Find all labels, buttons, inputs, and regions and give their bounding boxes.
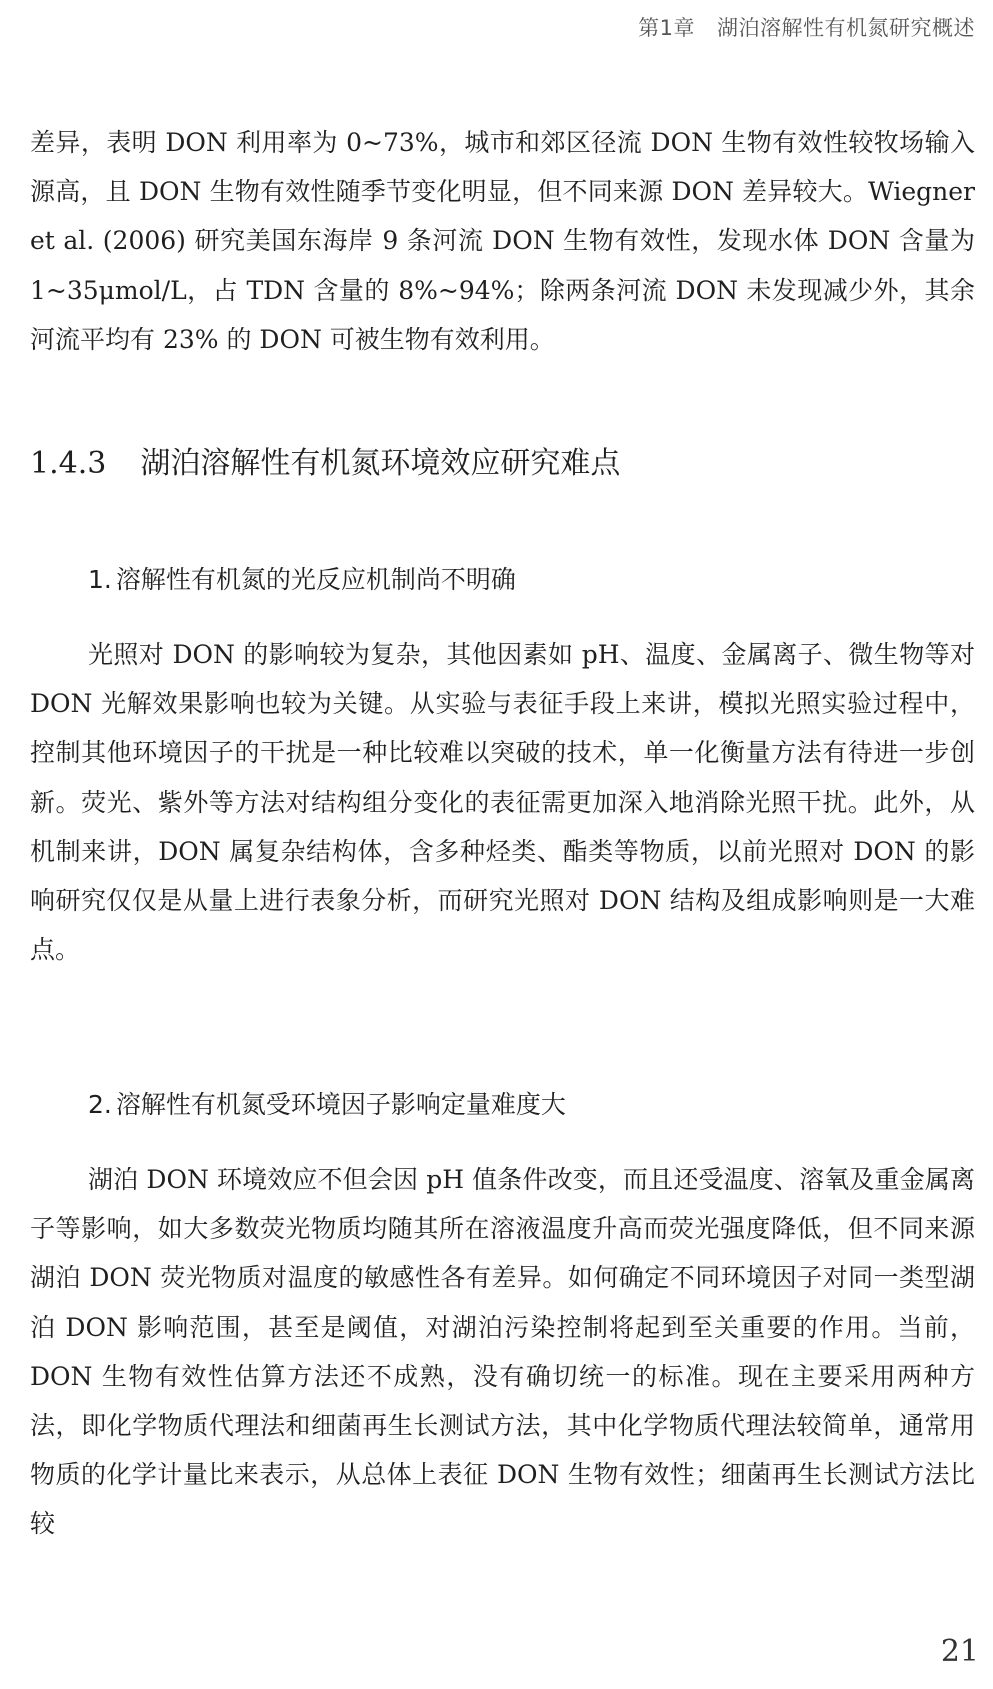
subsection-title-1: 溶解性有机氮的光反应机制尚不明确 — [115, 565, 516, 594]
section-title: 湖泊溶解性有机氮环境效应研究难点 — [140, 446, 621, 481]
subsection-heading-2 — [88, 1085, 566, 1121]
section-heading — [30, 438, 620, 482]
paragraph-light-reaction: 光照对 DON 的影响较为复杂，其他因素如 pH、温度、金属离子、微生物等对 DON 光解效果影响也较为关键。从实验与表征手段上来讲，模拟光照实验过程中，控制其他环境因子的干扰是一种比较难以突破的技术，单一化衡量方法有待进一步创新。荧光、紫外等方法对结构组分变化的表征需更加深入地消除光照干扰。此外，从机制来讲，DON 属复杂结构体，含多种烃类、酯类等物质，以前光照对 DON 的影响研究仅仅是从量上进行表象分析，而研究光照对 DON 结构及组成影响则是一大难点。 — [30, 640, 975, 965]
paragraph-continued: 差异，表明 DON 利用率为 0~73%，城市和郊区径流 DON 生物有效性较牧场输入源高，且 DON 生物有效性随季节变化明显，但不同来源 DON 差异较大。Wiegner et al. (2006) 研究美国东海岸 9 条河流 DON 生物有效性，发现水体 DON 含量为 1~35μmol/L，占 TDN 含量的 8%~94%；除两条河流 DON 未发现减少外，其余河流平均有 23% 的 DON 可被生物有效利用。 — [30, 128, 975, 354]
page-number: 21 — [940, 1634, 979, 1669]
paragraph-environmental-factors: 湖泊 DON 环境效应不但会因 pH 值条件改变，而且还受温度、溶氧及重金属离子等影响，如大多数荧光物质均随其所在溶液温度升高而荧光强度降低，但不同来源湖泊 DON 荧光物质对温度的敏感性各有差异。如何确定不同环境因子对同一类型湖泊 DON 影响范围，甚至是阈值，对湖泊污染控制将起到至关重要的作用。当前，DON 生物有效性估算方法还不成熟，没有确切统一的标准。现在主要采用两种方法，即化学物质代理法和细菌再生长测试方法，其中化学物质代理法较简单，通常用物质的化学计量比来表示，从总体上表征 DON 生物有效性；细菌再生长测试方法比较 — [30, 1165, 975, 1539]
subsection-title-2: 溶解性有机氮受环境因子影响定量难度大 — [115, 1090, 566, 1119]
chapter-label: 第1章 — [638, 16, 695, 40]
subsection-heading-1 — [88, 560, 516, 596]
subsection-number-2: 2. — [88, 1090, 112, 1119]
subsection-number-1: 1. — [88, 565, 112, 594]
chapter-title: 湖泊溶解性有机氮研究概述 — [717, 16, 975, 40]
running-header — [638, 12, 975, 42]
section-number: 1.4.3 — [30, 446, 107, 481]
